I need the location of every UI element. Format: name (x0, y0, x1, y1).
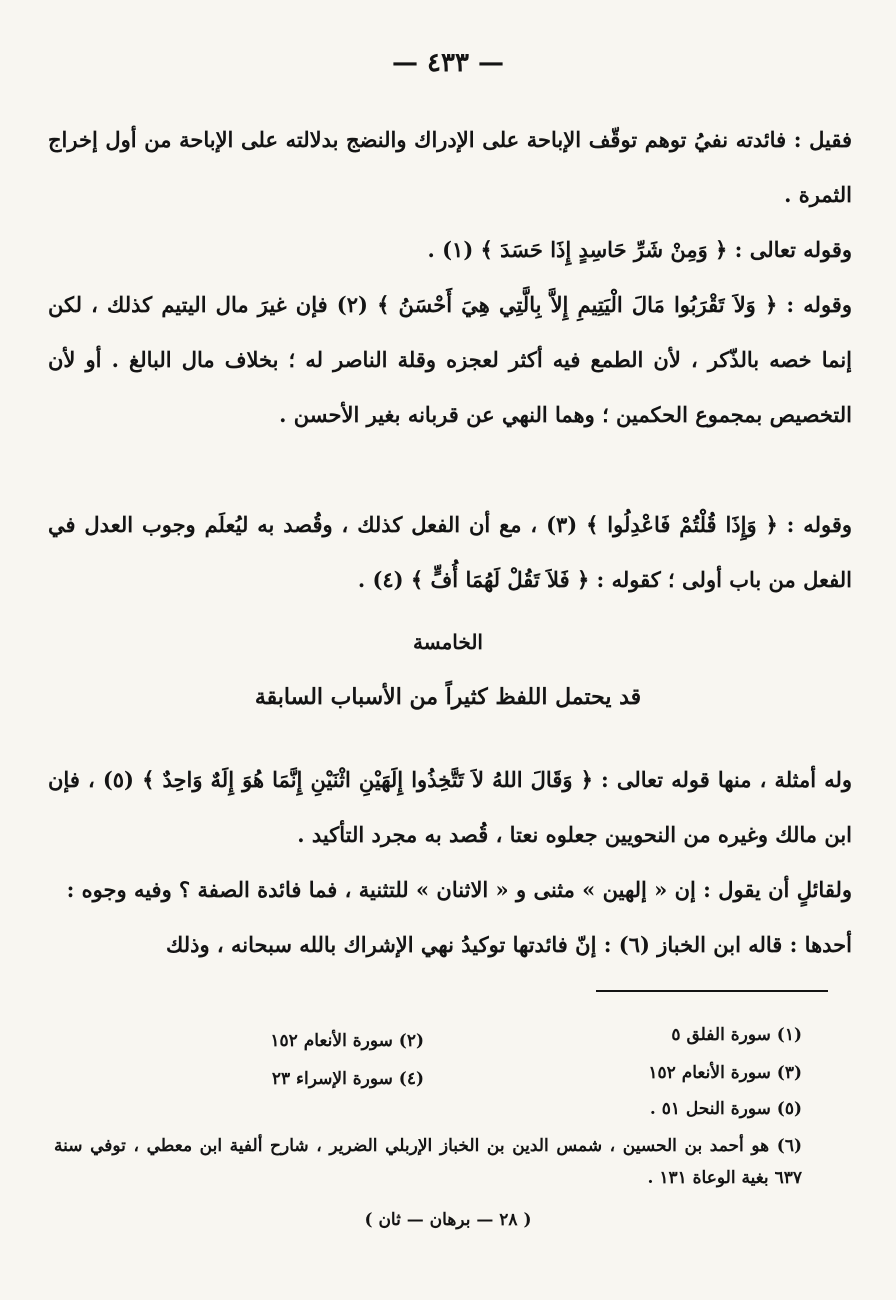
footnote: (٤) سورة الإسراء ٢٣ (271, 1069, 424, 1089)
footnote: (٢) سورة الأنعام ١٥٢ (270, 1031, 424, 1051)
paragraph: وقوله : ﴿ وَلاَ تَقْرَبُوا مَالَ الْيَتِيمِ إِلاَّ بِالَّتِي هِيَ أَحْسَنُ ﴾ (٢) فإن غيرَ مال اليتيم كذلك ، لكن إنما خصه بالذّكر ، لأن الطمع فيه أكثر لعجزه وقلة الناصر له ؛ بخلاف مال البالغ . أو لأن التخصيص بمجموع الحكمين ؛ وهما النهي عن قربانه بغير الأحسن . (48, 292, 852, 427)
paragraph: فقيل : فائدته نفيُ توهم توقّف الإباحة على الإدراك والنضج بدلالته على الإباحة من أول إخراج الثمرة . (48, 127, 852, 207)
footnote: (٥) سورة النحل ٥١ . (649, 1099, 802, 1119)
footnote-divider (596, 990, 828, 992)
page-number: — ٤٣٣ — (391, 48, 505, 78)
paragraph: وله أمثلة ، منها قوله تعالى : ﴿ وَقَالَ اللهُ لاَ تَتَّخِذُوا إِلَهَيْنِ اثْنَيْنِ إِنَّمَا هُوَ إِلَهٌ وَاحِدٌ ﴾ (٥) ، فإن ابن مالك وغيره من النحويين جعلوه نعتا ، قُصد به مجرد التأكيد . (48, 767, 852, 847)
footnote: (٦) هو أحمد بن الحسين ، شمس الدين بن الخباز الإربلي الضرير ، شارح ألفية ابن معطي ، توفي سنة ٦٣٧ بغية الوعاة ١٣١ . (54, 1136, 802, 1188)
paragraph: وقوله تعالى : ﴿ وَمِنْ شَرِّ حَاسِدٍ إِذَا حَسَدَ ﴾ (١) . (427, 237, 852, 262)
footnote: (٣) سورة الأنعام ١٥٢ (648, 1063, 802, 1083)
paragraph: أحدها : قاله ابن الخباز (٦) : إنّ فائدتها توكيدُ نهي الإشراك بالله سبحانه ، وذلك (166, 932, 852, 957)
footnote: (١) سورة الفلق ٥ (671, 1025, 802, 1045)
printer-signature: ( ٢٨ — برهان — ثان ) (364, 1210, 532, 1230)
section-title: قد يحتمل اللفظ كثيراً من الأسباب السابقة (254, 684, 642, 710)
paragraph: وقوله : ﴿ وَإِذَا قُلْتُمْ فَاعْدِلُوا ﴾ (٣) ، مع أن الفعل كذلك ، وقُصد به ليُعلَم وجوب العدل في الفعل من باب أولى ؛ كقوله : ﴿ فَلاَ تَقُلْ لَهُمَا أُفٍّ ﴾ (٤) . (48, 512, 852, 592)
section-number: الخامسة (413, 630, 483, 654)
paragraph: ولقائلٍ أن يقول : إن « إلهين » مثنى و « الاثنان » للتثنية ، فما فائدة الصفة ؟ وفيه وجوه : (66, 877, 852, 902)
